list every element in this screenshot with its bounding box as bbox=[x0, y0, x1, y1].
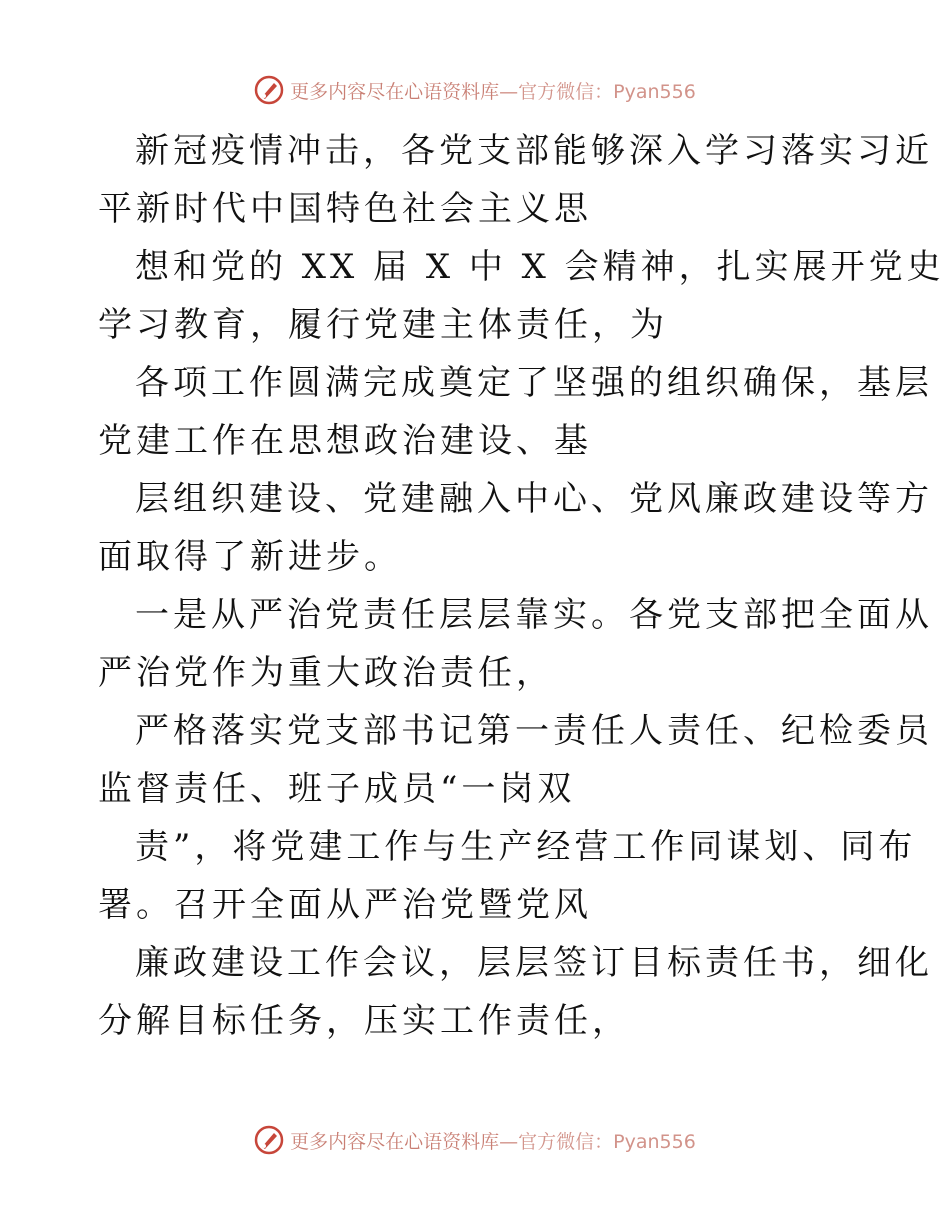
header-watermark bbox=[0, 70, 950, 110]
pen-logo-icon bbox=[254, 75, 284, 105]
text-line: 学习教育，履行党建主体责任，为 bbox=[98, 305, 668, 345]
text-line: 分解目标任务，压实工作责任， bbox=[98, 1001, 630, 1041]
text-line: 面取得了新进步。 bbox=[98, 537, 402, 577]
pen-logo-icon bbox=[254, 1125, 284, 1155]
text-line: 署。召开全面从严治党暨党风 bbox=[98, 885, 592, 925]
text-line: 一是从严治党责任层层靠实。各党支部把全面从 bbox=[135, 595, 933, 635]
text-line: 新冠疫情冲击，各党支部能够深入学习落实习近 bbox=[135, 131, 933, 171]
text-line: 层组织建设、党建融入中心、党风廉政建设等方 bbox=[135, 479, 933, 519]
text-line: 党建工作在思想政治建设、基 bbox=[98, 421, 592, 461]
footer-watermark bbox=[0, 1120, 950, 1160]
watermark-text: 更多内容尽在心语资料库—官方微信：Pyan556 bbox=[290, 1130, 696, 1153]
text-line: 严格落实党支部书记第一责任人责任、纪检委员 bbox=[135, 711, 933, 751]
text-line: 各项工作圆满完成奠定了坚强的组织确保，基层 bbox=[135, 363, 933, 403]
text-line: 平新时代中国特色社会主义思 bbox=[98, 189, 592, 229]
text-line: 严治党作为重大政治责任， bbox=[98, 653, 554, 693]
text-line: 责”，将党建工作与生产经营工作同谋划、同布 bbox=[135, 827, 917, 867]
watermark-text: 更多内容尽在心语资料库—官方微信：Pyan556 bbox=[290, 80, 696, 103]
text-line: 廉政建设工作会议，层层签订目标责任书，细化 bbox=[135, 943, 933, 983]
text-line: 想和党的 XX 届 X 中 X 会精神，扎实展开党史 bbox=[135, 247, 945, 287]
document-body bbox=[98, 122, 945, 1050]
text-line: 监督责任、班子成员“一岗双 bbox=[98, 769, 576, 809]
